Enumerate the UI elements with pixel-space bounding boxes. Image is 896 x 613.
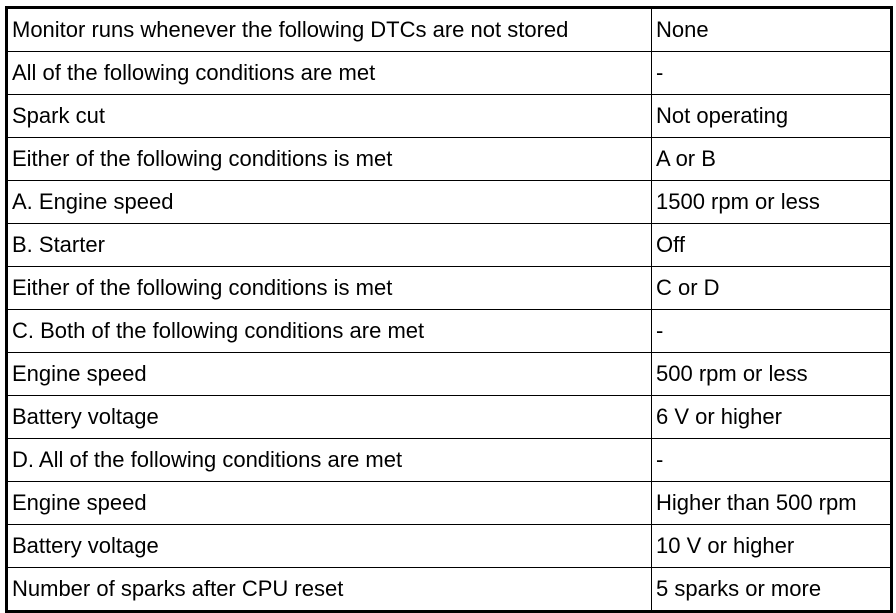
condition-cell: Either of the following conditions is met: [7, 267, 652, 310]
monitor-conditions-table: [5, 6, 893, 613]
value-cell: -: [652, 310, 892, 353]
table-row: [7, 224, 892, 267]
value-cell: Higher than 500 rpm: [652, 482, 892, 525]
value-cell: 500 rpm or less: [652, 353, 892, 396]
table-row: [7, 52, 892, 95]
table-row: [7, 482, 892, 525]
value-cell: 10 V or higher: [652, 525, 892, 568]
table-row: [7, 353, 892, 396]
table-row: [7, 439, 892, 482]
condition-cell: C. Both of the following conditions are met: [7, 310, 652, 353]
condition-cell: All of the following conditions are met: [7, 52, 652, 95]
table-row: [7, 95, 892, 138]
value-cell: Not operating: [652, 95, 892, 138]
value-cell: -: [652, 439, 892, 482]
condition-cell: D. All of the following conditions are met: [7, 439, 652, 482]
table-row: [7, 267, 892, 310]
condition-cell: Engine speed: [7, 482, 652, 525]
table-row: [7, 396, 892, 439]
condition-cell: Monitor runs whenever the following DTCs are not stored: [7, 8, 652, 52]
condition-cell: Battery voltage: [7, 396, 652, 439]
condition-cell: A. Engine speed: [7, 181, 652, 224]
condition-cell: Spark cut: [7, 95, 652, 138]
table-row: [7, 525, 892, 568]
value-cell: A or B: [652, 138, 892, 181]
table-row: [7, 138, 892, 181]
value-cell: 6 V or higher: [652, 396, 892, 439]
table-row: [7, 181, 892, 224]
table-row: [7, 8, 892, 52]
table-row: [7, 310, 892, 353]
value-cell: C or D: [652, 267, 892, 310]
table-row: [7, 568, 892, 612]
condition-cell: Number of sparks after CPU reset: [7, 568, 652, 612]
condition-cell: B. Starter: [7, 224, 652, 267]
value-cell: -: [652, 52, 892, 95]
condition-cell: Either of the following conditions is met: [7, 138, 652, 181]
condition-cell: Battery voltage: [7, 525, 652, 568]
value-cell: Off: [652, 224, 892, 267]
value-cell: 1500 rpm or less: [652, 181, 892, 224]
condition-cell: Engine speed: [7, 353, 652, 396]
value-cell: 5 sparks or more: [652, 568, 892, 612]
value-cell: None: [652, 8, 892, 52]
